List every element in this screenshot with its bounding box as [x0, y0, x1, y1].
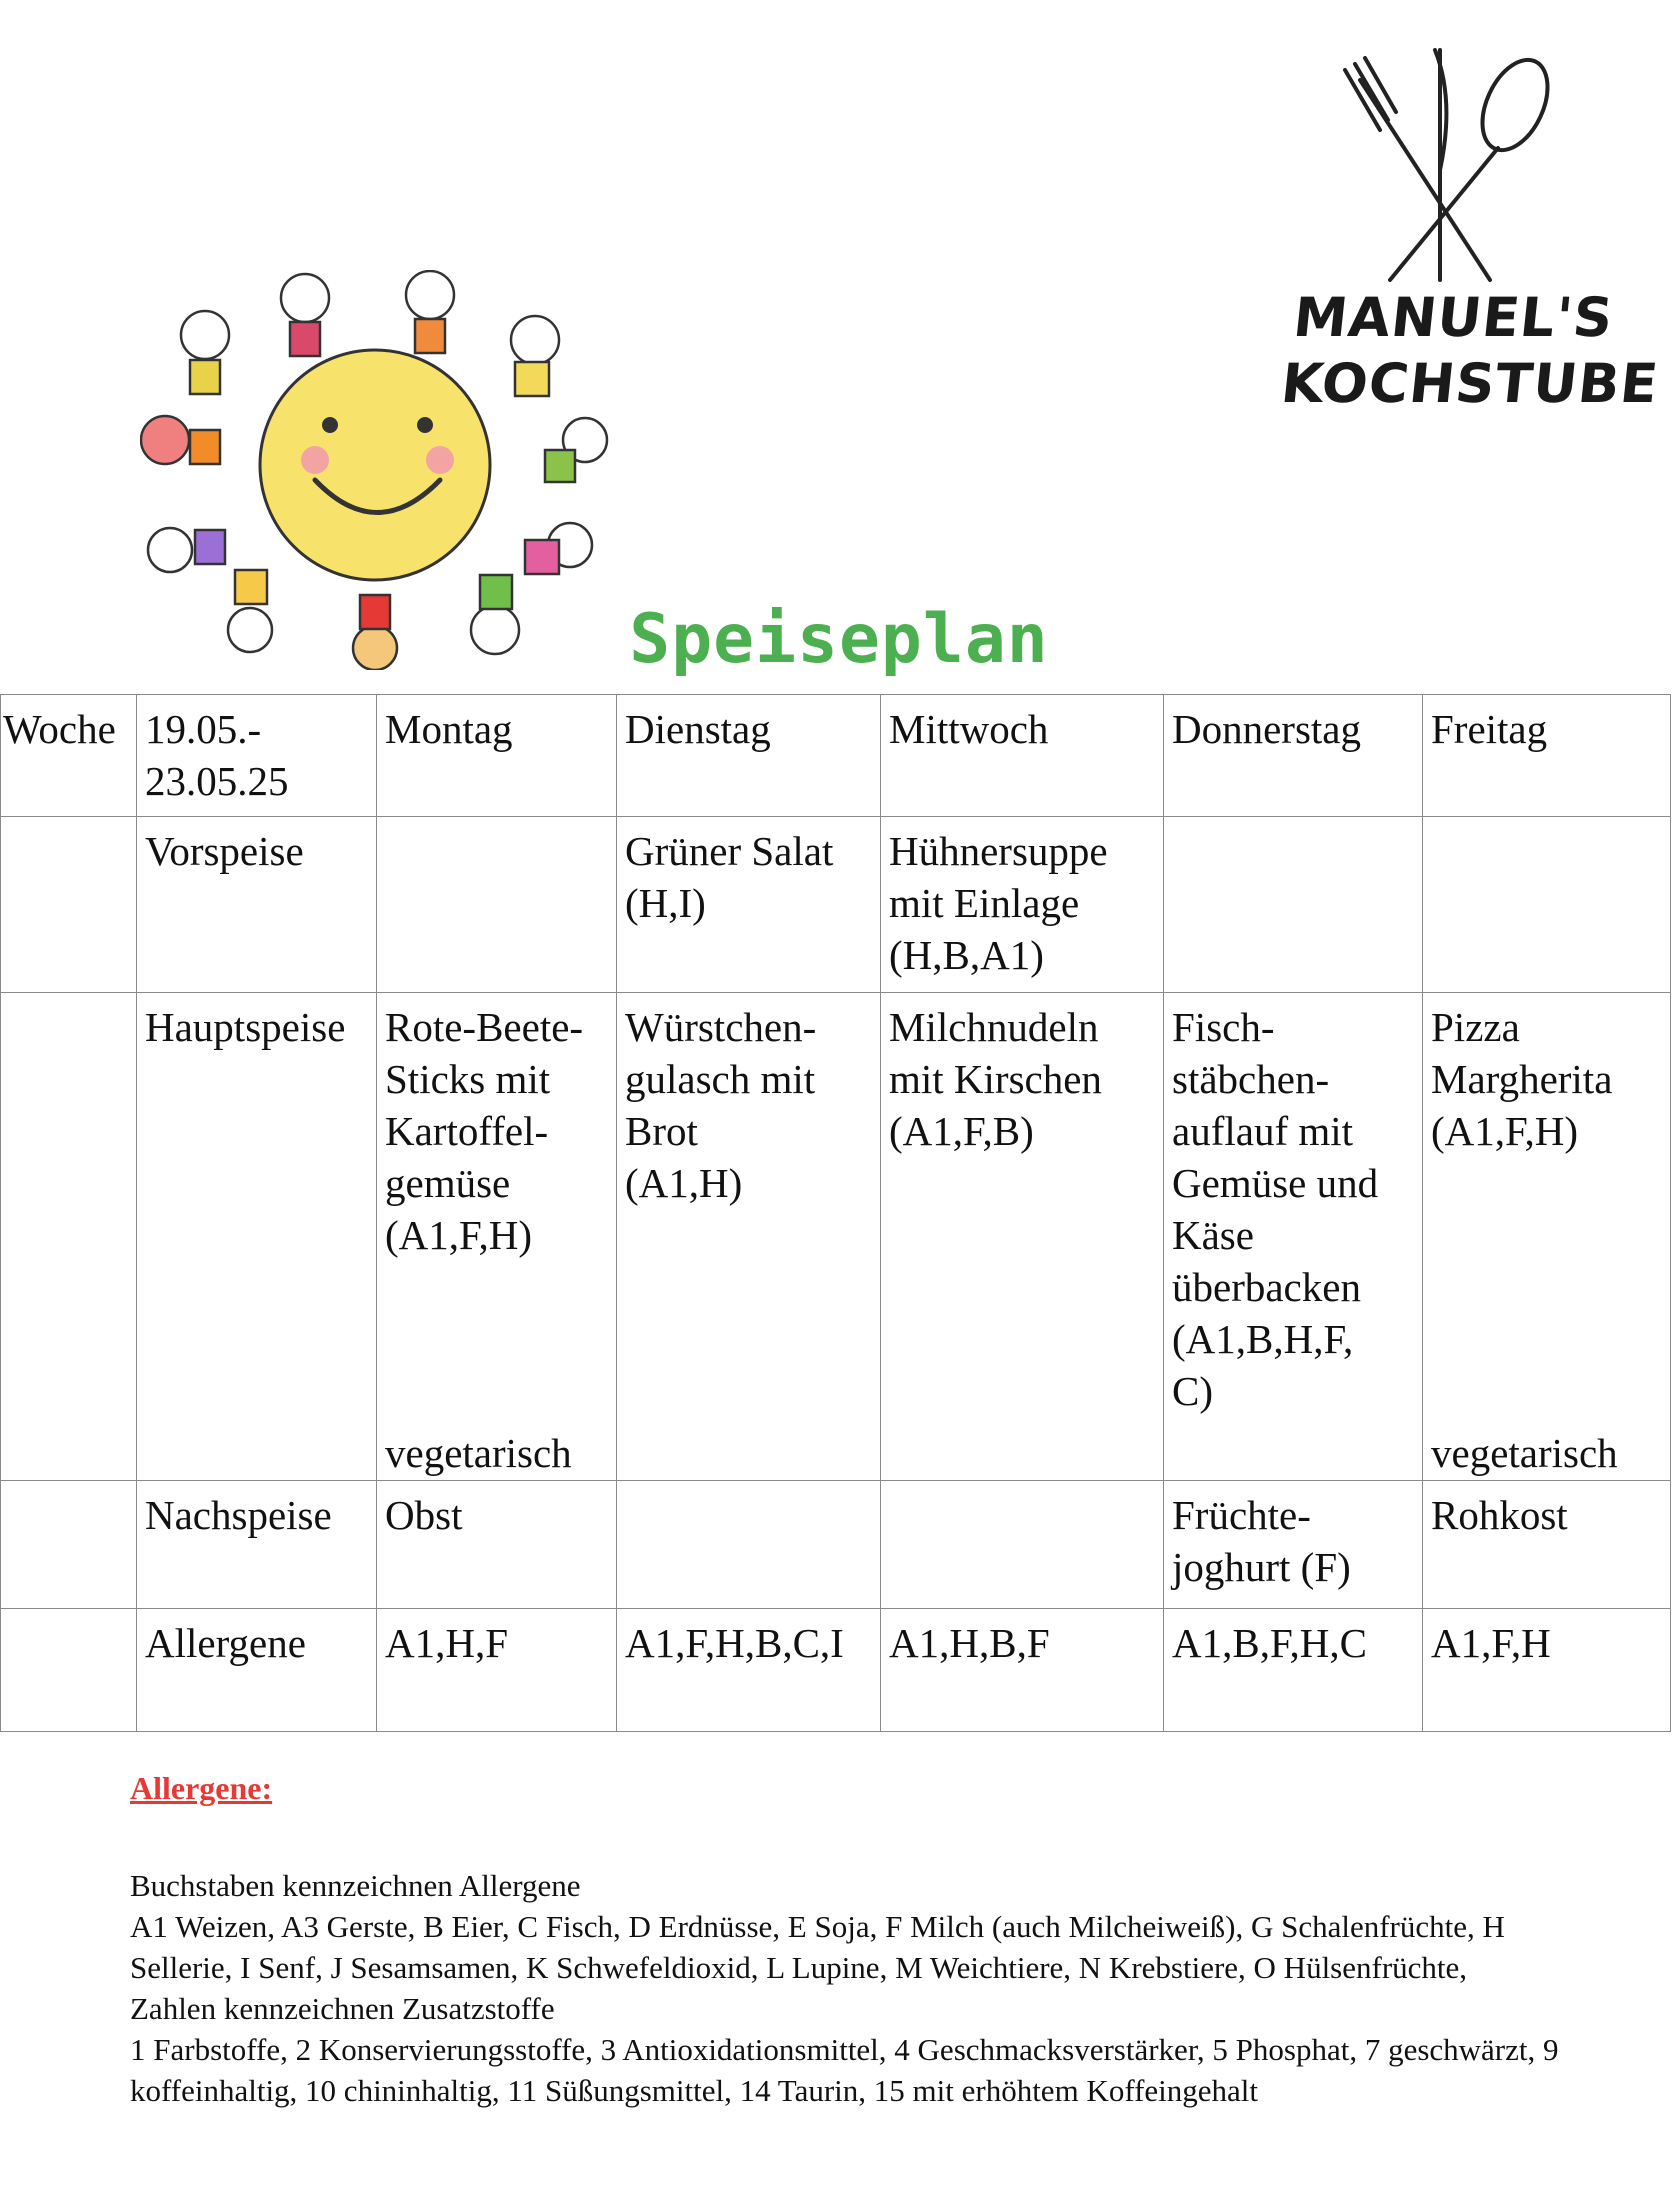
menu-cell — [1423, 817, 1671, 993]
week-cell — [1, 1481, 137, 1609]
course-label: Nachspeise — [137, 1481, 377, 1609]
menu-cell-content — [1431, 1001, 1662, 1479]
menu-cell — [881, 1609, 1164, 1732]
menu-cell-content — [1172, 1617, 1414, 1730]
column-header: Woche — [1, 695, 137, 817]
column-header: Mittwoch — [881, 695, 1164, 817]
menu-cell-content — [625, 1001, 872, 1479]
legend-line: Buchstaben kennzeichnen Allergene — [130, 1868, 581, 1903]
menu-cell-content — [889, 1001, 1155, 1479]
menu-cell-content — [889, 825, 1155, 991]
legend-line: 1 Farbstoffe, 2 Konservierungsstoffe, 3 Antioxidationsmittel, 4 Geschmacksverstärker, 5 Phosphat, 7 geschwärzt, 9 koffeinhaltig, 10 chininhaltig, 11 Süßungsmittel, 14 Taurin, 15 mit erhöhtem Koffeingehalt — [130, 2032, 1559, 2108]
course-label: Allergene — [137, 1609, 377, 1732]
week-cell — [1, 817, 137, 993]
menu-table — [0, 694, 1671, 1732]
menu-cell-content — [889, 1489, 1155, 1607]
menu-cell — [1423, 1481, 1671, 1609]
course-label: Vorspeise — [137, 817, 377, 993]
menu-cell — [377, 993, 617, 1481]
menu-cell — [617, 1609, 881, 1732]
brand-line-2: KOCHSTUBE — [1278, 352, 1662, 415]
menu-cell — [1164, 1609, 1423, 1732]
dish-text: A1,H,F — [385, 1620, 509, 1666]
dish-text: Milchnudeln mit Kirschen (A1,F,B) — [889, 1004, 1102, 1154]
menu-cell-content — [625, 1489, 872, 1607]
week-cell — [1, 1609, 137, 1732]
menu-cell-content — [625, 1617, 872, 1730]
menu-cell — [1164, 993, 1423, 1481]
menu-cell-content — [385, 825, 608, 991]
menu-cell — [617, 993, 881, 1481]
menu-cell — [881, 817, 1164, 993]
column-header: 19.05.- 23.05.25 — [137, 695, 377, 817]
column-header: Donnerstag — [1164, 695, 1423, 817]
menu-cell — [377, 1481, 617, 1609]
menu-cell-content — [889, 1617, 1155, 1730]
menu-cell-content — [625, 825, 872, 991]
dish-text: Hühnersuppe mit Einlage (H,B,A1) — [889, 828, 1108, 978]
menu-cell — [377, 817, 617, 993]
dish-text: A1,F,H — [1431, 1620, 1551, 1666]
menu-cell-content — [1172, 1001, 1414, 1479]
week-cell — [1, 993, 137, 1481]
dish-text: Fisch- stäbchen- auflauf mit Gemüse und Käse überbacken (A1,B,H,F, C) — [1172, 1004, 1379, 1414]
table-row — [1, 817, 1671, 993]
table-row — [1, 1481, 1671, 1609]
menu-cell-content — [385, 1001, 608, 1479]
menu-cell-content — [1172, 825, 1414, 991]
menu-cell — [881, 1481, 1164, 1609]
dish-text: Pizza Margherita (A1,F,H) — [1431, 1004, 1613, 1154]
menu-cell — [617, 1481, 881, 1609]
allergen-legend — [130, 1768, 1600, 2111]
menu-cell-content — [1172, 1489, 1414, 1607]
legend-line: A1 Weizen, A3 Gerste, B Eier, C Fisch, D Erdnüsse, E Soja, F Milch (auch Milcheiweiß), G Schalenfrüchte, H Sellerie, I Senf, J Sesamsamen, K Schwefeldioxid, L Lupine, M Weichtiere, N Krebstiere, O Hülsenfrüchte, — [130, 1909, 1505, 1985]
dish-text: Würstchen- gulasch mit Brot (A1,H) — [625, 1004, 817, 1206]
table-row — [1, 1609, 1671, 1732]
brand-name — [1278, 285, 1662, 417]
column-header: Freitag — [1423, 695, 1671, 817]
menu-cell-content — [1431, 825, 1662, 991]
vegetarian-note: vegetarisch — [385, 1430, 572, 1476]
menu-cell-content — [1431, 1617, 1662, 1730]
menu-cell — [617, 817, 881, 993]
column-header: Dienstag — [617, 695, 881, 817]
dish-text: A1,H,B,F — [889, 1620, 1050, 1666]
column-header: Montag — [377, 695, 617, 817]
menu-cell — [881, 993, 1164, 1481]
menu-cell-content — [1431, 1489, 1662, 1607]
table-row — [1, 993, 1671, 1481]
dish-text: A1,F,H,B,C,I — [625, 1620, 844, 1666]
dish-text: Grüner Salat (H,I) — [625, 828, 834, 926]
dish-text: Rohkost — [1431, 1492, 1568, 1538]
menu-cell — [1423, 993, 1671, 1481]
menu-cell — [1164, 1481, 1423, 1609]
vegetarian-note: vegetarisch — [1431, 1430, 1618, 1476]
page-title: Speiseplan — [629, 600, 1049, 679]
course-label: Hauptspeise — [137, 993, 377, 1481]
dish-text: Obst — [385, 1492, 463, 1538]
menu-cell-content — [385, 1617, 608, 1730]
brand-line-1: MANUEL'S — [1290, 286, 1617, 349]
dish-text: Rote-Beete- Sticks mit Kartoffel- gemüse (A1,F,H) — [385, 1004, 584, 1258]
table-header-row — [1, 695, 1671, 817]
dish-text: A1,B,F,H,C — [1172, 1620, 1367, 1666]
menu-cell-content — [385, 1489, 608, 1607]
menu-cell — [1423, 1609, 1671, 1732]
menu-cell — [377, 1609, 617, 1732]
menu-cell — [1164, 817, 1423, 993]
dish-text: Früchte- joghurt (F) — [1172, 1492, 1351, 1590]
allergen-legend-title: Allergene: — [130, 1770, 273, 1806]
legend-line: Zahlen kennzeichnen Zusatzstoffe — [130, 1991, 555, 2026]
